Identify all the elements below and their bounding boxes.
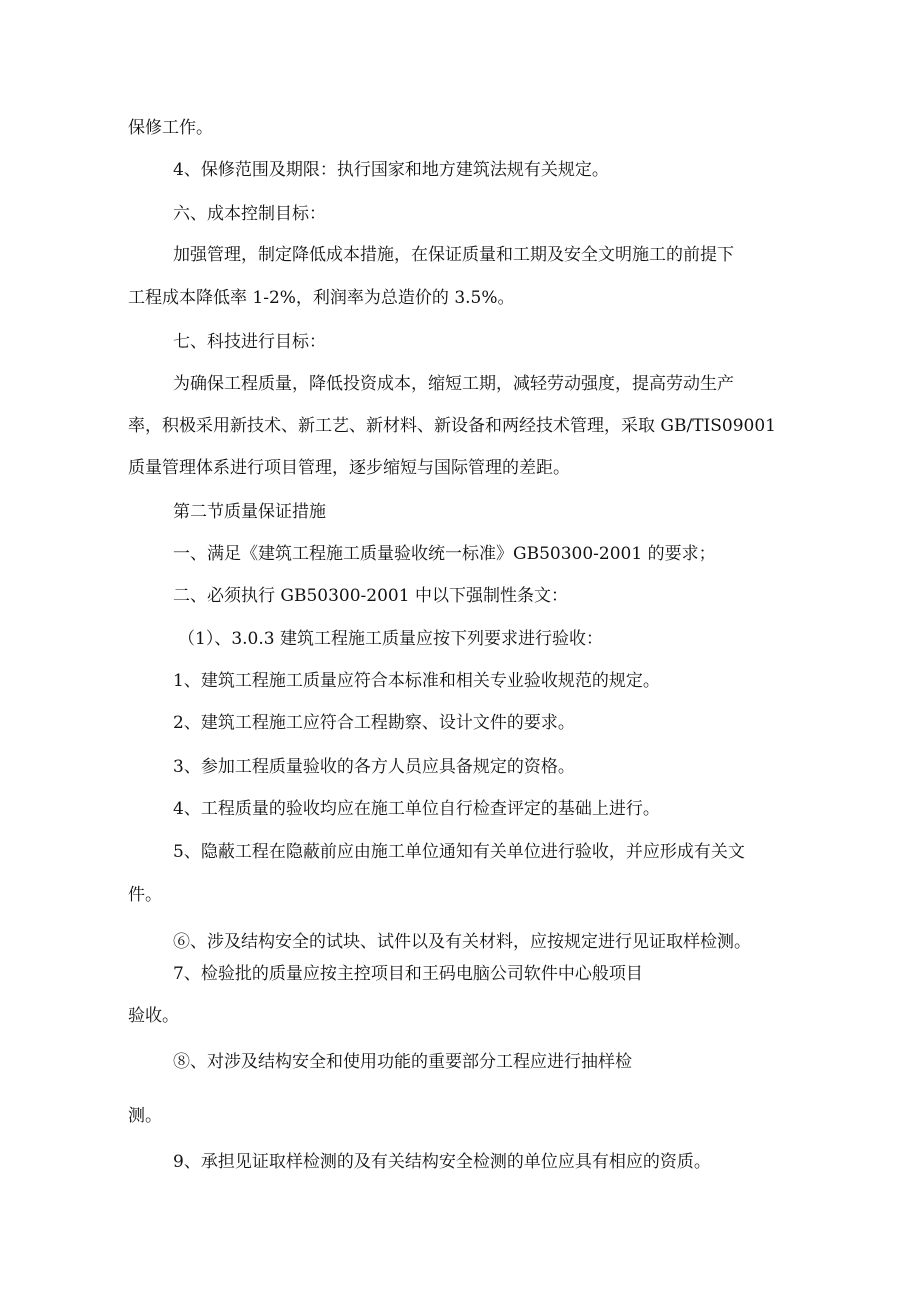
list-item: 1、建筑工程施工质量应符合本标准和相关专业验收规范的规定。 [173, 671, 660, 691]
text-line: 加强管理，制定降低成本措施，在保证质量和工期及安全文明施工的前提下 [173, 245, 734, 265]
text-line: 验收。 [128, 1006, 179, 1026]
text-line: 4、保修范围及期限：执行国家和地方建筑法规有关规定。 [173, 160, 609, 180]
list-item: 4、工程质量的验收均应在施工单位自行检查评定的基础上进行。 [173, 799, 660, 819]
list-item: 2、建筑工程施工应符合工程勘察、设计文件的要求。 [173, 713, 575, 733]
section-heading: 第二节质量保证措施 [173, 502, 326, 522]
text-line: 质量管理体系进行项目管理，逐步缩短与国际管理的差距。 [128, 458, 570, 478]
section-heading: 六、成本控制目标： [173, 204, 326, 224]
list-item: 3、参加工程质量验收的各方人员应具备规定的资格。 [173, 757, 575, 777]
list-item: 5、隐蔽工程在隐蔽前应由施工单位通知有关单位进行验收，并应形成有关文 [173, 842, 745, 862]
text-line: （1）、3.0.3 建筑工程施工质量应按下列要求进行验收： [178, 629, 603, 649]
text-line: 为确保工程质量，降低投资成本，缩短工期，减轻劳动强度，提高劳动生产 [173, 374, 734, 394]
section-heading: 七、科技进行目标： [173, 332, 326, 352]
list-item: 7、检验批的质量应按主控项目和王码电脑公司软件中心般项目 [173, 964, 643, 984]
text-line: 测。 [128, 1106, 162, 1126]
list-item: ⑥、涉及结构安全的试块、试件以及有关材料，应按规定进行见证取样检测。 [173, 932, 751, 952]
text-line: 件。 [128, 885, 162, 905]
list-item: ⑧、对涉及结构安全和使用功能的重要部分工程应进行抽样检 [173, 1052, 632, 1072]
text-line: 一、满足《建筑工程施工质量验收统一标准》GB50300-2001 的要求； [173, 544, 716, 564]
list-item: 9、承担见证取样检测的及有关结构安全检测的单位应具有相应的资质。 [173, 1152, 711, 1172]
text-line: 工程成本降低率 1-2%，利润率为总造价的 3.5%。 [128, 288, 515, 308]
text-line: 率，积极采用新技术、新工艺、新材料、新设备和两经技术管理，采取 GB/TIS09001 [128, 416, 776, 436]
text-line: 保修工作。 [128, 118, 213, 138]
text-line: 二、必须执行 GB50300-2001 中以下强制性条文： [173, 586, 568, 606]
